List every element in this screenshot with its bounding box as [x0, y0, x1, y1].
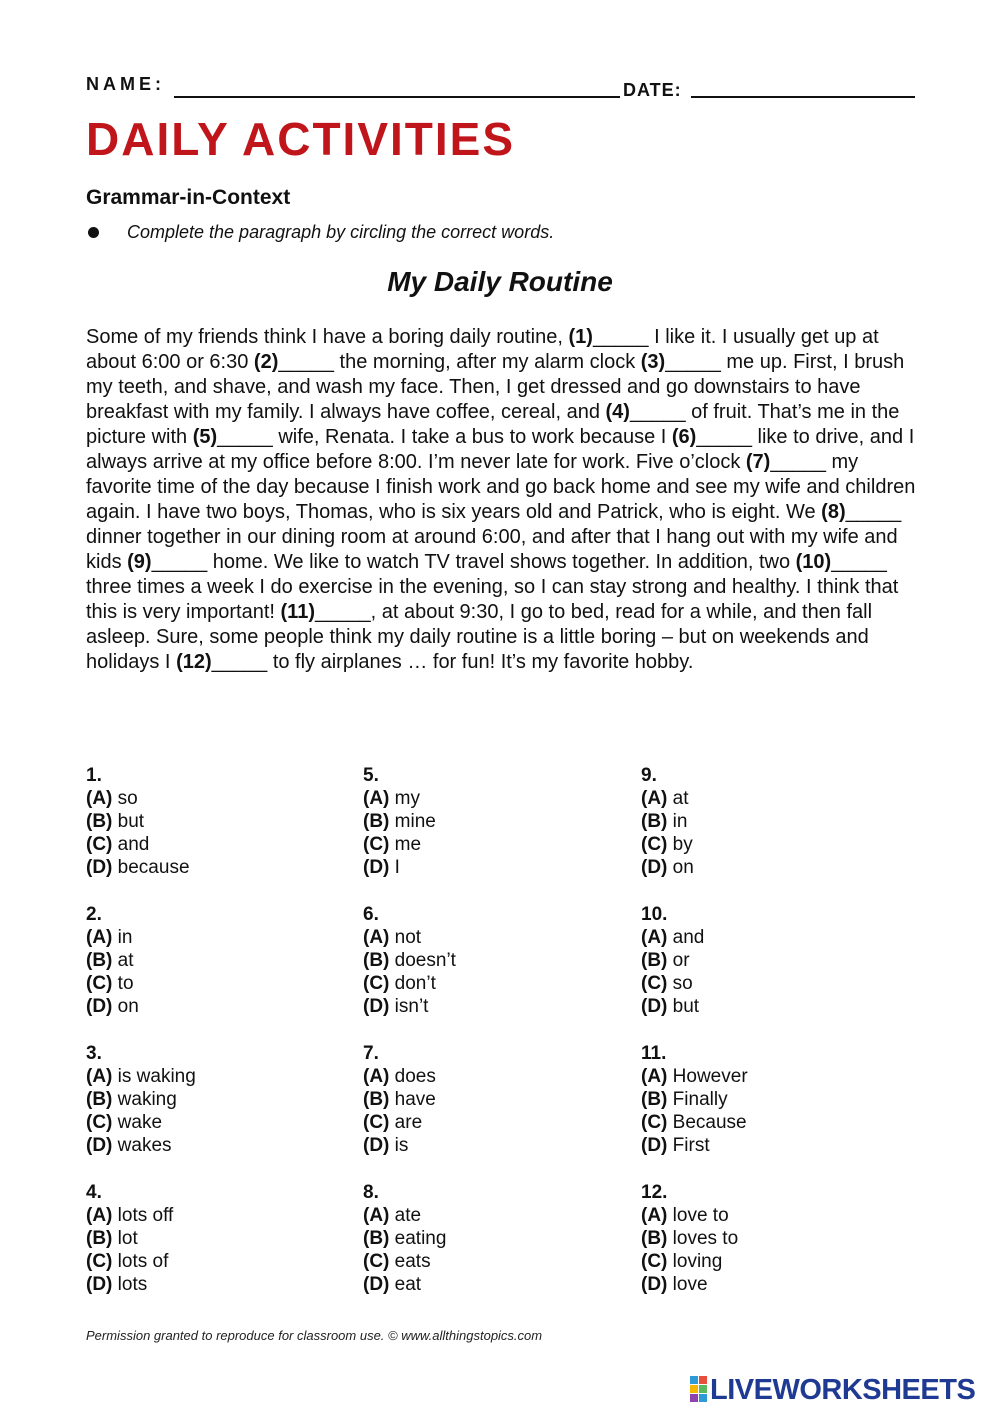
option-text: eat	[394, 1274, 422, 1295]
option-text: wakes	[117, 1135, 172, 1156]
question-10	[641, 903, 911, 1042]
option-text: waking	[117, 1089, 177, 1110]
passage-text: _____ wife, Renata. I take a bus to work because I	[217, 426, 672, 448]
option-letter: (D)	[86, 1135, 113, 1156]
option-letter: (B)	[641, 811, 668, 832]
option-letter: (C)	[363, 1112, 390, 1133]
option-letter: (B)	[641, 950, 668, 971]
option-text: and	[117, 834, 150, 855]
option-text: eating	[394, 1228, 447, 1249]
option-letter: (D)	[641, 1135, 668, 1156]
question-number: 10.	[641, 904, 668, 925]
answer-column-1	[86, 764, 356, 1320]
blank-number: (6)	[671, 426, 697, 448]
option-letter: (C)	[641, 1251, 668, 1272]
option-text: isn’t	[394, 996, 429, 1017]
answer-option[interactable]	[363, 810, 633, 833]
answer-option[interactable]	[641, 1088, 911, 1111]
worksheet-title: DAILY ACTIVITIES	[86, 113, 516, 165]
date-label: DATE:	[623, 80, 682, 100]
question-12	[641, 1181, 911, 1320]
passage-text: _____ I like it. I usually get up at about 6:00 or 6:30	[86, 326, 879, 373]
option-letter: (B)	[86, 950, 113, 971]
option-letter: (C)	[363, 973, 390, 994]
option-letter: (B)	[86, 1089, 113, 1110]
option-letter: (A)	[363, 788, 390, 809]
option-text: have	[394, 1089, 436, 1110]
question-number: 1.	[86, 765, 102, 786]
question-number: 12.	[641, 1182, 668, 1203]
question-number: 3.	[86, 1043, 102, 1064]
answer-option[interactable]	[86, 1227, 356, 1250]
question-4	[86, 1181, 356, 1320]
option-letter: (B)	[86, 811, 113, 832]
question-number: 9.	[641, 765, 657, 786]
answer-option[interactable]	[86, 833, 356, 856]
answer-option[interactable]	[363, 1227, 633, 1250]
option-letter: (B)	[641, 1089, 668, 1110]
answer-option[interactable]	[363, 1273, 633, 1296]
answer-option[interactable]	[641, 787, 911, 810]
blank-number: (10)	[795, 551, 832, 573]
option-letter: (A)	[363, 1066, 390, 1087]
answer-option[interactable]	[363, 1204, 633, 1227]
option-text: but	[117, 811, 145, 832]
option-text: doesn’t	[394, 950, 456, 971]
option-text: but	[672, 996, 700, 1017]
answer-option[interactable]	[641, 949, 911, 972]
option-text: wake	[117, 1112, 163, 1133]
answer-option[interactable]	[641, 1227, 911, 1250]
passage-text: Some of my friends think I have a boring daily routine,	[86, 326, 569, 348]
blank-number: (9)	[127, 551, 152, 573]
question-6	[363, 903, 633, 1042]
option-letter: (A)	[86, 788, 113, 809]
passage-text: _____ to fly airplanes … for fun! It’s my favorite hobby.	[211, 651, 694, 673]
blank-number: (12)	[176, 651, 212, 673]
answer-option[interactable]	[363, 1250, 633, 1273]
answer-option[interactable]	[641, 1134, 911, 1157]
option-text: don’t	[394, 973, 436, 994]
question-2	[86, 903, 356, 1042]
option-letter: (A)	[641, 788, 668, 809]
option-text: on	[672, 857, 694, 878]
option-text: me	[394, 834, 422, 855]
blank-number: (7)	[745, 451, 771, 473]
option-text: However	[672, 1066, 748, 1087]
answer-option[interactable]	[641, 1065, 911, 1088]
option-letter: (B)	[641, 1228, 668, 1249]
liveworksheets-logo[interactable]	[690, 1374, 975, 1406]
answer-option[interactable]	[86, 1273, 356, 1296]
question-11	[641, 1042, 911, 1181]
option-text: First	[672, 1135, 710, 1156]
question-number: 11.	[641, 1043, 667, 1064]
option-text: in	[117, 927, 133, 948]
blank-number: (11)	[280, 601, 315, 623]
option-text: my	[394, 788, 420, 809]
question-7	[363, 1042, 633, 1181]
option-text: Finally	[672, 1089, 728, 1110]
option-letter: (B)	[363, 1228, 390, 1249]
option-text: is	[394, 1135, 409, 1156]
answer-option[interactable]	[363, 787, 633, 810]
answer-option[interactable]	[641, 972, 911, 995]
option-text: does	[394, 1066, 436, 1087]
answer-option[interactable]	[363, 833, 633, 856]
question-3	[86, 1042, 356, 1181]
option-letter: (B)	[86, 1228, 113, 1249]
passage-title: My Daily Routine	[387, 266, 613, 297]
answer-option[interactable]	[86, 1250, 356, 1273]
option-letter: (C)	[641, 1112, 668, 1133]
header-row	[86, 66, 916, 106]
answer-option[interactable]	[641, 926, 911, 949]
answer-option[interactable]	[363, 926, 633, 949]
permission-footer: Permission granted to reproduce for classroom use. © www.allthingstopics.com	[86, 1328, 543, 1343]
option-letter: (D)	[363, 1135, 390, 1156]
name-field-line[interactable]	[174, 96, 620, 98]
option-letter: (A)	[86, 927, 113, 948]
passage-text: _____ me up. First, I brush my teeth, and shave, and wash my face. Then, I get dressed and go downstairs to have breakfast with my family. I always have coffee, cereal, and	[86, 351, 905, 423]
option-text: are	[394, 1112, 423, 1133]
option-text: loves to	[672, 1228, 739, 1249]
question-5	[363, 764, 633, 903]
option-text: ate	[394, 1205, 422, 1226]
answer-option[interactable]	[86, 926, 356, 949]
answer-option[interactable]	[641, 1250, 911, 1273]
passage-text: _____ home. We like to watch TV travel shows together. In addition, two	[151, 551, 796, 573]
question-8	[363, 1181, 633, 1320]
option-text: in	[672, 811, 688, 832]
option-text: lots off	[117, 1205, 174, 1226]
option-text: lot	[117, 1228, 138, 1249]
question-9	[641, 764, 911, 903]
passage-text: _____ dinner together in our dining room at around 6:00, and after that I hang out with my wife and kids	[86, 501, 902, 573]
blank-number: (5)	[192, 426, 218, 448]
option-text: Because	[672, 1112, 747, 1133]
date-field-line[interactable]	[691, 96, 915, 98]
blank-number: (1)	[568, 326, 593, 348]
option-letter: (A)	[86, 1205, 113, 1226]
option-letter: (B)	[363, 811, 390, 832]
liveworksheets-logo-text: LIVEWORKSHEETS	[710, 1373, 976, 1406]
answer-option[interactable]	[86, 1204, 356, 1227]
option-letter: (A)	[363, 1205, 390, 1226]
bullet-icon	[88, 227, 99, 238]
answer-option[interactable]	[86, 1111, 356, 1134]
option-text: at	[117, 950, 134, 971]
answer-option[interactable]	[641, 856, 911, 879]
answer-option[interactable]	[641, 1204, 911, 1227]
option-text: because	[117, 857, 190, 878]
option-letter: (A)	[641, 927, 668, 948]
answer-option[interactable]	[86, 949, 356, 972]
option-letter: (C)	[641, 973, 668, 994]
answer-column-3	[641, 764, 911, 1320]
answer-option[interactable]	[363, 1065, 633, 1088]
passage-text: _____ of fruit. That’s me in the picture with	[86, 401, 900, 448]
option-text: and	[672, 927, 705, 948]
option-letter: (D)	[363, 857, 390, 878]
answer-option[interactable]	[86, 972, 356, 995]
option-text: is waking	[117, 1066, 196, 1087]
option-text: so	[117, 788, 138, 809]
option-letter: (C)	[363, 834, 390, 855]
answer-option[interactable]	[86, 810, 356, 833]
blank-number: (3)	[640, 351, 666, 373]
option-text: at	[672, 788, 689, 809]
option-text: I	[394, 857, 400, 878]
answer-column-2	[363, 764, 633, 1320]
question-number: 2.	[86, 904, 102, 925]
option-letter: (C)	[363, 1251, 390, 1272]
answer-option[interactable]	[363, 949, 633, 972]
answer-option[interactable]	[86, 995, 356, 1018]
option-letter: (C)	[86, 1112, 113, 1133]
instruction-text: Complete the paragraph by circling the correct words.	[127, 222, 555, 242]
option-text: not	[394, 927, 422, 948]
option-letter: (D)	[86, 1274, 113, 1295]
blank-number: (4)	[605, 401, 630, 423]
passage-text: _____ my favorite time of the day because I finish work and go back home and see my wife and children again. I have two boys, Thomas, who is six years old and Patrick, who is eight. We	[86, 451, 916, 523]
passage-text: _____ the morning, after my alarm clock	[278, 351, 641, 373]
option-text: by	[672, 834, 693, 855]
option-letter: (B)	[363, 1089, 390, 1110]
option-text: to	[117, 973, 134, 994]
answer-option[interactable]	[363, 856, 633, 879]
option-letter: (A)	[86, 1066, 113, 1087]
answer-option[interactable]	[641, 995, 911, 1018]
answer-option[interactable]	[363, 1088, 633, 1111]
option-text: mine	[394, 811, 436, 832]
option-text: on	[117, 996, 139, 1017]
answer-option[interactable]	[86, 1088, 356, 1111]
answer-option[interactable]	[86, 856, 356, 879]
question-number: 6.	[363, 904, 379, 925]
passage-text: _____ three times a week I do exercise in the evening, so I can stay strong and healthy. I think that this is very important!	[86, 551, 899, 623]
option-text: love to	[672, 1205, 729, 1226]
option-letter: (D)	[641, 857, 668, 878]
name-label: NAME:	[86, 74, 165, 94]
answer-option[interactable]	[363, 995, 633, 1018]
answer-option[interactable]	[86, 1134, 356, 1157]
option-letter: (D)	[86, 857, 113, 878]
option-text: eats	[394, 1251, 431, 1272]
section-subtitle: Grammar-in-Context	[86, 186, 291, 209]
question-number: 7.	[363, 1043, 379, 1064]
answer-option[interactable]	[641, 810, 911, 833]
option-text: loving	[672, 1251, 723, 1272]
option-letter: (C)	[641, 834, 668, 855]
option-letter: (D)	[363, 1274, 390, 1295]
option-text: lots	[117, 1274, 148, 1295]
passage-text: _____ like to drive, and I always arrive at my office before 8:00. I’m never late for work. Five o’clock	[86, 426, 915, 473]
passage-paragraph	[86, 325, 916, 675]
answer-option[interactable]	[363, 1134, 633, 1157]
answer-option[interactable]	[641, 1273, 911, 1296]
option-text: so	[672, 973, 693, 994]
option-letter: (D)	[363, 996, 390, 1017]
option-text: or	[672, 950, 690, 971]
option-letter: (A)	[363, 927, 390, 948]
option-text: love	[672, 1274, 708, 1295]
answer-option[interactable]	[641, 1111, 911, 1134]
answer-option[interactable]	[363, 1111, 633, 1134]
passage-text: _____, at about 9:30, I go to bed, read for a while, and then fall asleep. Sure, some people think my daily routine is a little boring – but on weekends and holidays I	[86, 601, 873, 673]
question-1	[86, 764, 356, 903]
answer-option[interactable]	[86, 787, 356, 810]
question-number: 8.	[363, 1182, 379, 1203]
option-letter: (B)	[363, 950, 390, 971]
answer-option[interactable]	[363, 972, 633, 995]
question-number: 4.	[86, 1182, 102, 1203]
answer-option[interactable]	[641, 833, 911, 856]
option-letter: (D)	[86, 996, 113, 1017]
blank-number: (2)	[253, 351, 279, 373]
blank-number: (8)	[821, 501, 846, 523]
option-letter: (D)	[641, 996, 668, 1017]
option-letter: (A)	[641, 1205, 668, 1226]
option-letter: (C)	[86, 834, 113, 855]
liveworksheets-logo-icon	[690, 1376, 708, 1404]
answer-option[interactable]	[86, 1065, 356, 1088]
option-letter: (D)	[641, 1274, 668, 1295]
option-letter: (A)	[641, 1066, 668, 1087]
option-text: lots of	[117, 1251, 169, 1272]
option-letter: (C)	[86, 973, 113, 994]
instruction	[86, 222, 554, 243]
question-number: 5.	[363, 765, 379, 786]
option-letter: (C)	[86, 1251, 113, 1272]
